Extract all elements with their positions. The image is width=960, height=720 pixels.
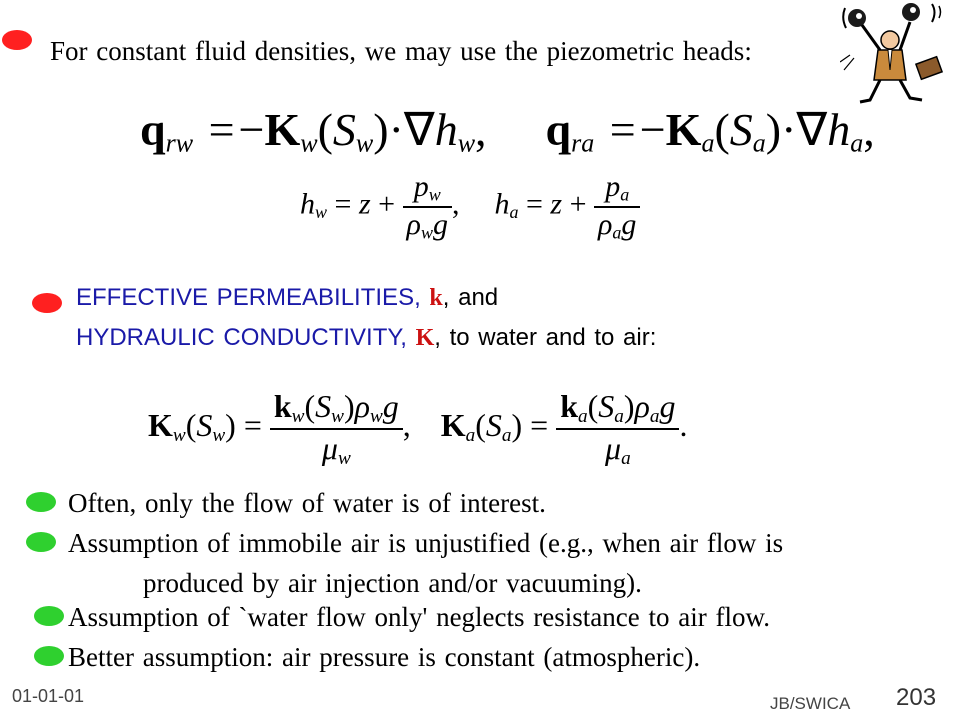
k-symbol: k bbox=[429, 285, 443, 311]
permeability-heading-line2 bbox=[76, 324, 656, 352]
red-bullet-icon bbox=[32, 293, 62, 313]
permeability-heading-line1 bbox=[76, 284, 498, 312]
bullet-text-2: Assumption of immobile air is unjustified (e.g., when air flow is bbox=[68, 528, 784, 558]
bullet-text-2-continued: produced by air injection and/or vacuuming). bbox=[143, 568, 642, 598]
bullet-text-1: Often, only the flow of water is of interest. bbox=[68, 488, 546, 518]
intro-line: For constant fluid densities, we may use the piezometric heads: bbox=[50, 36, 752, 66]
red-bullet-icon bbox=[2, 30, 32, 50]
bullet-text-4: Better assumption: air pressure is constant (atmospheric). bbox=[68, 642, 701, 672]
green-bullet-icon bbox=[34, 646, 64, 666]
footer-author: JB/SWICA bbox=[770, 694, 851, 713]
conductivity-suffix: , to water and to air: bbox=[434, 324, 657, 351]
conductivity-label: HYDRAULIC CONDUCTIVITY, bbox=[76, 324, 416, 351]
K-symbol: K bbox=[415, 325, 435, 351]
green-bullet-icon bbox=[26, 492, 56, 512]
green-bullet-icon bbox=[26, 532, 56, 552]
businessman-juggling-icon bbox=[840, 0, 958, 105]
bullet-text-3: Assumption of `water flow only' neglects resistance to air flow. bbox=[68, 602, 770, 632]
piezometric-head-equations: $h_w = z$ + $\frac{p_w}{\rho_wg}$ , $h_a = z$ + $\frac{p_a}{\rho_ag}$ bbox=[300, 170, 640, 243]
flux-equations: $q_{rw} =-K_w(S_w)\cdot\nabla h_w$, $q_{ra} =-K_a(S_a)\cdot\nabla h_a$, bbox=[140, 104, 875, 158]
permeability-suffix: , and bbox=[442, 284, 499, 311]
footer-page-number: 203 bbox=[896, 684, 937, 711]
conductivity-equations: $K_w(S_w)$ = $\frac{k_w(S_w)\rho_wg}{\mu_w}$ , $K_a(S_a)$ = $\frac{k_a(S_a)\rho_ag}{\mu_a}$ . bbox=[148, 388, 688, 469]
footer-date: 01-01-01 bbox=[12, 686, 85, 706]
green-bullet-icon bbox=[34, 606, 64, 626]
permeability-label: EFFECTIVE PERMEABILITIES, bbox=[76, 284, 430, 311]
